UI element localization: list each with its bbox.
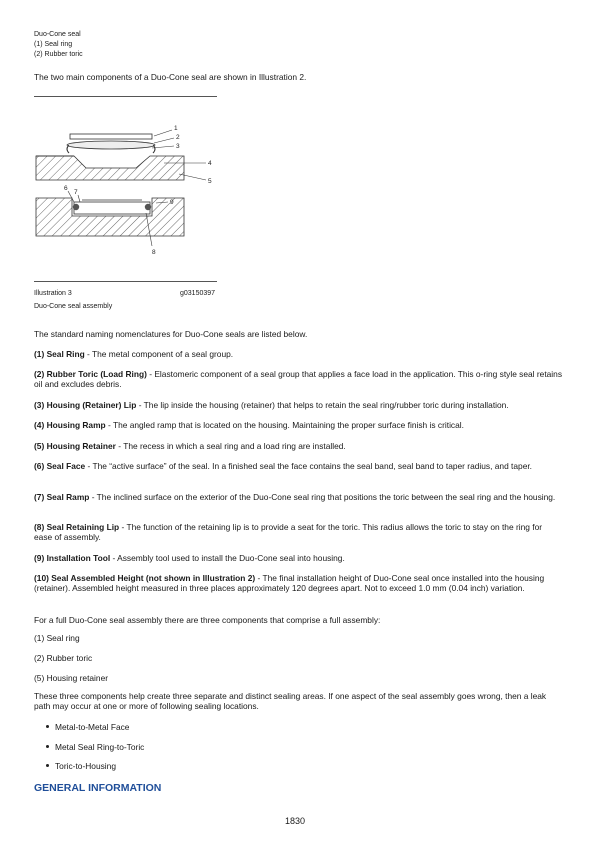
definition-text: - Elastomeric component of a seal group that applies a face load in the application. This o-ring style seal retains oil and excludes debris. bbox=[34, 369, 563, 390]
sealing-location-item bbox=[46, 761, 116, 771]
definition-term: (10) Seal Assembled Height (not shown in Illustration 2) bbox=[34, 573, 256, 583]
sealing-location-label: Toric-to-Housing bbox=[55, 761, 116, 771]
definition-term: (6) Seal Face bbox=[34, 461, 86, 471]
definition-text: - The inclined surface on the exterior of the Duo-Cone seal ring that positions the toric between the seal ring and the housing. bbox=[89, 492, 556, 502]
definition-term: (5) Housing Retainer bbox=[34, 441, 116, 451]
definition-6 bbox=[34, 461, 562, 471]
callout-6: 6 bbox=[64, 185, 68, 192]
callout-4: 4 bbox=[208, 160, 212, 167]
definition-term: (4) Housing Ramp bbox=[34, 420, 106, 430]
definition-term: (3) Housing (Retainer) Lip bbox=[34, 400, 137, 410]
figure-top-rule bbox=[34, 96, 217, 97]
seal-ring-top bbox=[67, 141, 155, 149]
component-item: (2) Rubber toric bbox=[34, 653, 93, 663]
definition-term: (7) Seal Ramp bbox=[34, 492, 90, 502]
top-caption bbox=[34, 30, 83, 60]
definition-5 bbox=[34, 441, 562, 451]
seal-ring-lower bbox=[74, 202, 150, 214]
definition-term: (1) Seal Ring bbox=[34, 349, 85, 359]
sealing-location-label: Metal Seal Ring-to-Toric bbox=[55, 742, 145, 752]
caption-line-1: (1) Seal ring bbox=[34, 41, 73, 48]
definition-3 bbox=[34, 400, 562, 410]
definition-term: (2) Rubber Toric (Load Ring) bbox=[34, 369, 147, 379]
definition-text: - The “active surface” of the seal. In a finished seal the face contains the seal band, seal band to taper radius, and taper. bbox=[85, 461, 533, 471]
callout-5: 5 bbox=[208, 178, 212, 185]
callout-9: 9 bbox=[170, 199, 174, 206]
section-heading: GENERAL INFORMATION bbox=[34, 782, 162, 794]
lead-paragraph: The standard naming nomenclatures for Duo-Cone seals are listed below. bbox=[34, 329, 308, 339]
component-item: (1) Seal ring bbox=[34, 633, 80, 643]
sealing-location-item bbox=[46, 722, 129, 732]
definition-8 bbox=[34, 522, 562, 543]
sealing-paragraph: These three components help create three separate and distinct sealing areas. If one aspect of the seal assembly goes wrong, then a leak path may occur at one or more of following sealing locations. bbox=[34, 691, 547, 712]
figure-caption: Duo-Cone seal assembly bbox=[34, 303, 113, 310]
definition-4 bbox=[34, 420, 562, 430]
definition-text: - The angled ramp that is located on the housing. Maintaining the proper surface finish is critical. bbox=[105, 420, 464, 430]
definition-7 bbox=[34, 492, 562, 502]
page-number: 1830 bbox=[285, 816, 306, 826]
definition-term: (9) Installation Tool bbox=[34, 553, 111, 563]
sealing-location-label: Metal-to-Metal Face bbox=[55, 722, 130, 732]
definition-text: - Assembly tool used to install the Duo-Cone seal into housing. bbox=[110, 553, 345, 563]
seal-assembly-illustration bbox=[34, 118, 224, 258]
definition-text: - The metal component of a seal group. bbox=[84, 349, 234, 359]
caption-line-2: (2) Rubber toric bbox=[34, 51, 83, 58]
definition-2 bbox=[34, 369, 562, 390]
callout-7: 7 bbox=[74, 189, 78, 196]
definition-text: - The lip inside the housing (retainer) that helps to retain the seal ring/rubber toric during installation. bbox=[136, 400, 509, 410]
definition-1 bbox=[34, 349, 562, 359]
bullet-icon bbox=[46, 725, 49, 728]
figure-code: g03150397 bbox=[180, 290, 216, 297]
intro-paragraph: The two main components of a Duo-Cone seal are shown in Illustration 2. bbox=[34, 72, 307, 82]
caption-title: Duo-Cone seal bbox=[34, 31, 81, 38]
definition-text: - The recess in which a seal ring and a load ring are installed. bbox=[115, 441, 346, 451]
toric-left bbox=[73, 204, 79, 210]
definition-text: - The function of the retaining lip is to provide a seat for the toric. This radius allows the toric to stay on the ring for ease of assembly. bbox=[34, 522, 543, 543]
installation-tool-plate bbox=[70, 134, 152, 139]
toric-right bbox=[145, 204, 151, 210]
bullet-icon bbox=[46, 764, 49, 767]
upper-housing bbox=[36, 156, 184, 180]
component-item: (5) Housing retainer bbox=[34, 673, 109, 683]
bullet-icon bbox=[46, 745, 49, 748]
callout-3: 3 bbox=[176, 143, 180, 150]
figure-bottom-rule bbox=[34, 281, 217, 282]
figure-label: Illustration 3 bbox=[34, 290, 72, 297]
definition-10 bbox=[34, 573, 562, 594]
callout-1: 1 bbox=[174, 125, 178, 132]
definition-text: - The final installation height of Duo-Cone seal once installed into the housing (retainer). Assembled height measured in three places approximately 120 degrees apart. Not to exceed 1.0 mm (0.04 inch) variation. bbox=[34, 573, 545, 594]
callout-8: 8 bbox=[152, 249, 156, 256]
definition-9 bbox=[34, 553, 562, 563]
full-assembly-paragraph: For a full Duo-Cone seal assembly there are three components that comprise a full assembly: bbox=[34, 615, 381, 625]
sealing-location-item bbox=[46, 742, 144, 752]
definition-term: (8) Seal Retaining Lip bbox=[34, 522, 120, 532]
callout-2: 2 bbox=[176, 134, 180, 141]
